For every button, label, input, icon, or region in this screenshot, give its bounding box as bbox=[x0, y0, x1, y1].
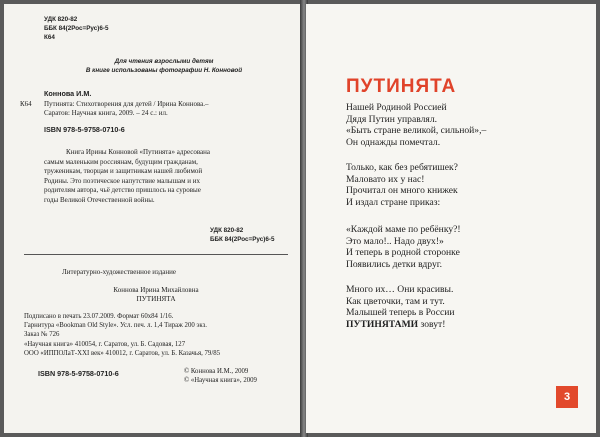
stanza-4 bbox=[346, 284, 455, 330]
isbn-2: ISBN 978-5-9758-0710-6 bbox=[38, 369, 119, 378]
udk-bottom: УДК 820-82 bbox=[210, 227, 244, 234]
divider bbox=[24, 254, 288, 255]
k64-side: К64 bbox=[20, 100, 32, 108]
poem-line: Малышей теперь в России bbox=[346, 307, 455, 319]
poem-line: Дядя Путин управлял. bbox=[346, 113, 438, 125]
poem-line: Маловато их у нас! bbox=[346, 173, 425, 185]
poem-line: Как цветочки, там и тут. bbox=[346, 295, 445, 307]
bbk-top: ББК 84(2Рос=Рус)6-5 bbox=[44, 25, 109, 32]
poem-bold-word: ПУТИНЯТАМИ bbox=[346, 318, 419, 330]
author-full: Коннова Ирина Михайловна bbox=[113, 286, 199, 294]
stanza-3 bbox=[346, 224, 461, 270]
poem-last-line bbox=[346, 319, 455, 331]
left-page bbox=[4, 4, 302, 433]
biblio-line-2: Саратов: Научная книга, 2009. – 24 с.: ил. bbox=[44, 109, 168, 117]
annotation bbox=[44, 148, 288, 206]
imprint-line: «Научная книга» 410054, г. Саратов, ул. Б. Садовая, 127 bbox=[24, 340, 186, 348]
poem-line: «Каждой маме по ребёнку?! bbox=[346, 224, 461, 235]
udk-top: УДК 820-82 bbox=[44, 16, 78, 23]
poem-title: ПУТИНЯТА bbox=[346, 76, 457, 97]
annotation-line: родителям автора, чьё детство пришлось на суровые bbox=[44, 186, 201, 195]
poem-line: Нашей Родиной Россией bbox=[346, 102, 447, 113]
poem-line: Только, как без ребятишек? bbox=[346, 162, 458, 173]
annotation-line: самым маленьким россиянам, будущим гражданам, bbox=[44, 157, 198, 166]
poem-line: И теперь в родной сторонке bbox=[346, 247, 460, 259]
poem-line: Много их… Они красивы. bbox=[346, 284, 454, 295]
poem-line: Прочитал он много книжек bbox=[346, 185, 458, 197]
imprint-line: ООО «ИППОЛаТ-XXI век» 410012, г. Саратов, ул. Б. Казачья, 79/85 bbox=[24, 349, 221, 357]
k64-top: К64 bbox=[44, 34, 55, 41]
poem-line: И издал стране приказ: bbox=[346, 196, 441, 208]
stanza-1 bbox=[346, 102, 486, 148]
right-page bbox=[306, 4, 596, 433]
book-title-small: ПУТИНЯТА bbox=[136, 295, 176, 303]
poem-last-rest: зовут! bbox=[418, 318, 446, 330]
imprint-line: Заказ № 726 bbox=[24, 331, 60, 339]
imprint-line: Гарнитура «Bookman Old Style». Усл. печ. л. 1,4 Тираж 200 экз. bbox=[24, 322, 207, 330]
bbk-bottom: ББК 84(2Рос=Рус)6-5 bbox=[210, 236, 275, 243]
poem-line: Это мало!.. Надо двух!» bbox=[346, 235, 444, 247]
poem-line: Он однажды помечтал. bbox=[346, 136, 441, 148]
page-number: 3 bbox=[556, 386, 578, 408]
annotation-line: Книга Ирины Конновой «Путинята» адресована bbox=[66, 148, 211, 156]
poem-line: «Быть стране великой, сильной»,– bbox=[346, 125, 487, 137]
edition-type: Литературно-художественное издание bbox=[62, 268, 176, 276]
audience-note: Для чтения взрослыми детям bbox=[114, 58, 214, 65]
annotation-line: труженикам, творцам и защитникам нашей любимой bbox=[44, 167, 203, 176]
poem-line: Появились детки вдруг. bbox=[346, 258, 442, 270]
annotation-line: годы Великой Отечественной войны. bbox=[44, 195, 155, 204]
imprint-line: Подписано в печать 23.07.2009. Формат 60х84 1/16. bbox=[24, 313, 174, 320]
isbn-1: ISBN 978-5-9758-0710-6 bbox=[44, 125, 125, 134]
stanza-2 bbox=[346, 162, 458, 208]
photos-note: В книге использованы фотографии Н. Конновой bbox=[85, 67, 243, 74]
imprint bbox=[24, 312, 220, 358]
biblio-line-1: Путинята: Стихотворения для детей / Ирина Коннова.– bbox=[44, 100, 209, 108]
copyright-publisher: © «Научная книга», 2009 bbox=[184, 377, 257, 384]
copyright-author: © Коннова И.М., 2009 bbox=[184, 368, 249, 375]
annotation-line: Родины. Это поэтическое напутствие малышам и их bbox=[44, 176, 201, 185]
author-header: Коннова И.М. bbox=[44, 89, 92, 98]
